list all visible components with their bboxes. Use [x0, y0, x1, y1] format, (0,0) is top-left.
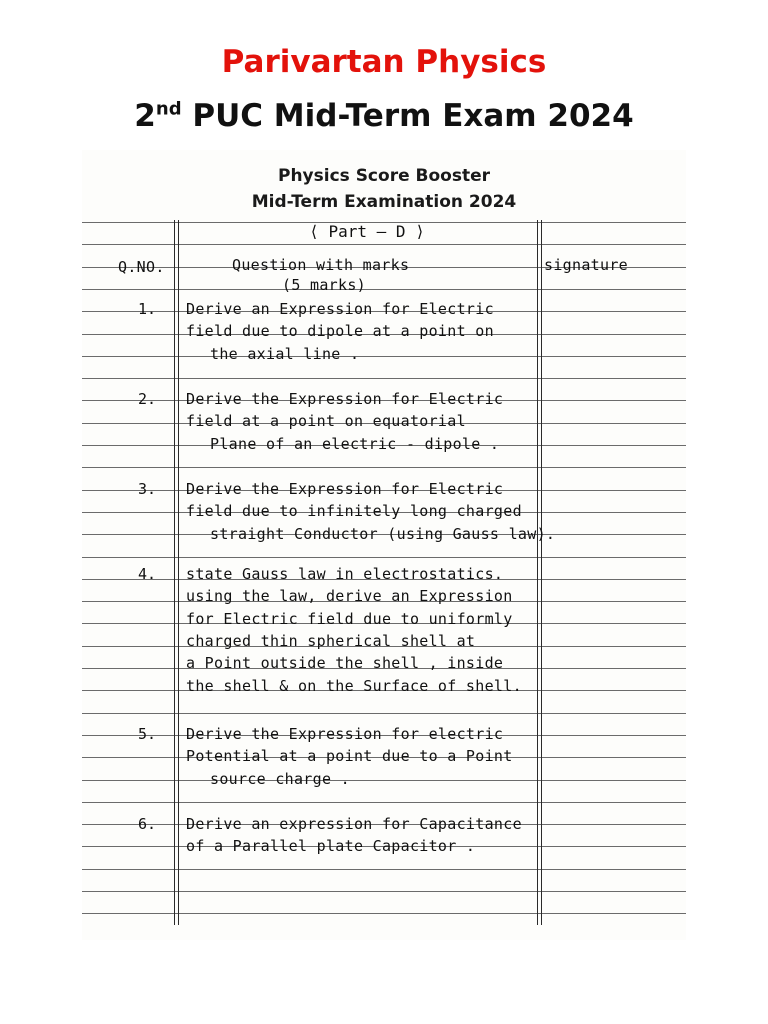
question-paper-sheet — [82, 150, 686, 940]
sheet-title: Physics Score Booster — [277, 166, 490, 186]
exam-title-prefix: 2 — [134, 98, 156, 134]
exam-title-rest: PUC Mid-Term Exam 2024 — [181, 98, 634, 134]
header-question: Question with marks — [232, 256, 410, 274]
header-signature: signature — [544, 256, 628, 274]
question-line: Derive the Expression for Electric — [186, 480, 504, 498]
question-line: using the law, derive an Expression — [186, 587, 513, 606]
part-label: ⟨ Part – D ⟩ — [309, 222, 425, 241]
question-number: 5. — [138, 725, 157, 743]
ruled-line — [82, 356, 686, 357]
question-line: Derive an Expression for Electric — [186, 300, 494, 318]
question-line: the axial line . — [210, 344, 360, 363]
ruled-line — [82, 467, 686, 468]
ruled-line — [82, 780, 686, 781]
ruled-line — [82, 802, 686, 803]
question-number: 1. — [138, 300, 157, 318]
ruled-line — [82, 891, 686, 892]
exam-title — [0, 98, 768, 134]
ruled-line — [82, 713, 686, 714]
question-line: Derive the Expression for electric — [186, 725, 504, 743]
question-line: charged thin spherical shell at — [186, 631, 476, 650]
question-line: Potential at a point due to a Point — [186, 747, 513, 766]
question-number: 2. — [138, 390, 157, 408]
ruled-line — [82, 869, 686, 870]
column-divider-right-1 — [537, 220, 538, 925]
question-line: the shell & on the Surface of shell. — [186, 676, 522, 695]
question-line: Plane of an electric - dipole . — [210, 434, 500, 453]
header-marks: (5 marks) — [282, 276, 366, 294]
ruled-line — [82, 378, 686, 379]
question-line: for Electric field due to uniformly — [186, 609, 513, 628]
column-divider-left-1 — [174, 220, 175, 925]
question-line: field due to infinitely long charged — [186, 502, 522, 521]
question-line: field due to dipole at a point on — [186, 322, 494, 341]
question-number: 3. — [138, 480, 157, 498]
question-line: straight Conductor (using Gauss law). — [210, 524, 556, 543]
exam-title-superscript: nd — [155, 98, 182, 120]
question-line: field at a point on equatorial — [186, 412, 466, 431]
brand-title: Parivartan Physics — [221, 44, 547, 80]
question-line: state Gauss law in electrostatics. — [186, 565, 504, 583]
ruled-line — [82, 289, 686, 290]
question-number: 6. — [138, 815, 157, 833]
question-line: of a Parallel plate Capacitor . — [186, 837, 476, 856]
ruled-line — [82, 913, 686, 914]
question-line: a Point outside the shell , inside — [186, 654, 504, 673]
sheet-subtitle: Mid-Term Examination 2024 — [251, 192, 517, 212]
question-line: source charge . — [210, 769, 350, 788]
column-divider-left-2 — [178, 220, 179, 925]
column-divider-right-2 — [541, 220, 542, 925]
header-qno: Q.NO. — [118, 258, 165, 276]
question-line: Derive the Expression for Electric — [186, 390, 504, 408]
ruled-line — [82, 557, 686, 558]
question-line: Derive an expression for Capacitance — [186, 815, 522, 833]
question-number: 4. — [138, 565, 157, 583]
ruled-line — [82, 244, 686, 245]
